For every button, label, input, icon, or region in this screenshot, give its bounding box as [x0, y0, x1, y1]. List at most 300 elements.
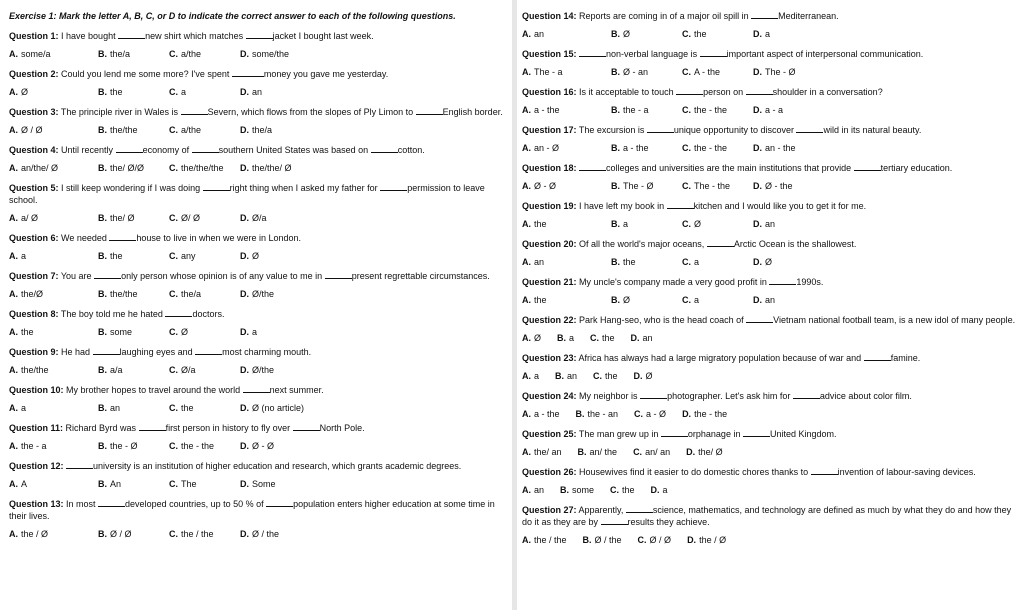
question-segment: Apparently,: [578, 505, 626, 515]
option-text: Ø: [694, 219, 702, 229]
option-text: the - the: [694, 409, 728, 419]
answer-blank: [195, 346, 222, 355]
answer-blank: [181, 106, 208, 115]
answer-option[interactable]: [522, 446, 570, 458]
answer-blank: [626, 504, 653, 513]
option-letter: B.: [611, 105, 620, 115]
option-letter: B.: [98, 125, 107, 135]
option-text: the / Ø: [699, 535, 727, 545]
question-segment: money you gave me yesterday.: [263, 69, 389, 79]
answer-option[interactable]: [240, 162, 292, 174]
answer-options: [9, 162, 508, 174]
question-segment: results they achieve.: [627, 517, 710, 527]
question-text: [522, 200, 1018, 212]
answer-option[interactable]: [682, 180, 753, 192]
answer-option[interactable]: [169, 528, 240, 540]
question-segment: Of all the world's major oceans,: [579, 239, 707, 249]
answer-option[interactable]: [611, 180, 682, 192]
answer-option[interactable]: [522, 104, 611, 116]
option-text: a: [694, 295, 700, 305]
option-text: The: [181, 479, 197, 489]
answer-option[interactable]: [240, 364, 274, 376]
option-letter: A.: [9, 365, 18, 375]
answer-option[interactable]: [633, 446, 678, 458]
answer-option[interactable]: [98, 86, 169, 98]
question-text: [522, 390, 1018, 402]
question-text: [9, 346, 508, 358]
answer-blank: [98, 498, 125, 507]
question-segment: I have bought: [61, 31, 119, 41]
option-letter: D.: [240, 403, 249, 413]
option-text: the/ Ø: [698, 447, 723, 457]
answer-options: [9, 528, 508, 540]
question-text: [522, 10, 1018, 22]
option-text: the / Ø: [21, 529, 49, 539]
answer-option[interactable]: [98, 402, 169, 414]
option-text: the/the/the: [181, 163, 224, 173]
answer-option[interactable]: [686, 446, 731, 458]
option-letter: A.: [9, 163, 18, 173]
option-text: a - the: [534, 409, 560, 419]
answer-option[interactable]: [522, 256, 611, 268]
question-text: [522, 86, 1018, 98]
answer-blank: [232, 68, 264, 77]
answer-option[interactable]: [240, 288, 274, 300]
option-text: A - the: [694, 67, 721, 77]
option-text: the: [110, 251, 123, 261]
answer-blank: [746, 86, 773, 95]
answer-option[interactable]: [240, 326, 257, 338]
question-text: [522, 314, 1018, 326]
answer-option[interactable]: [9, 478, 98, 490]
answer-option[interactable]: [98, 528, 169, 540]
option-letter: B.: [98, 365, 107, 375]
question-number: Question 2:: [9, 69, 59, 79]
option-text: the/ Ø/Ø: [110, 163, 145, 173]
option-text: a/ Ø: [21, 213, 39, 223]
answer-option[interactable]: [638, 534, 680, 546]
option-text: a - the: [534, 105, 560, 115]
question-text: [9, 270, 508, 282]
answer-option[interactable]: [590, 332, 623, 344]
question-segment: tertiary education.: [880, 163, 953, 173]
answer-blank: [109, 232, 136, 241]
answer-option[interactable]: [169, 212, 240, 224]
question-number: Question 14:: [522, 11, 577, 21]
answer-option[interactable]: [522, 180, 611, 192]
option-text: the/a: [110, 49, 131, 59]
answer-blank: [192, 144, 219, 153]
answer-option[interactable]: [169, 326, 240, 338]
answer-option[interactable]: [169, 440, 240, 452]
answer-option[interactable]: [98, 326, 169, 338]
option-text: Ø/a: [252, 213, 267, 223]
option-letter: C.: [637, 535, 647, 545]
answer-options: [9, 326, 508, 338]
answer-option[interactable]: [9, 162, 98, 174]
question-segment: The excursion is: [578, 125, 647, 135]
answer-blank: [246, 30, 273, 39]
answer-option[interactable]: [9, 250, 98, 262]
answer-options: [9, 250, 508, 262]
answer-option[interactable]: [240, 48, 289, 60]
answer-option[interactable]: [522, 294, 611, 306]
option-text: an: [567, 371, 578, 381]
option-letter: D.: [240, 213, 249, 223]
option-letter: C.: [169, 49, 178, 59]
answer-options: [522, 332, 1018, 344]
answer-option[interactable]: [169, 86, 240, 98]
answer-option[interactable]: [611, 142, 682, 154]
answer-blank: [796, 124, 823, 133]
answer-option[interactable]: [240, 440, 274, 452]
option-letter: D.: [240, 441, 249, 451]
answer-option[interactable]: [9, 528, 98, 540]
question-segment: We needed: [61, 233, 110, 243]
answer-option[interactable]: [169, 124, 240, 136]
answer-options: [522, 484, 1018, 496]
question-text: [522, 276, 1018, 288]
answer-option[interactable]: [522, 142, 611, 154]
option-letter: D.: [240, 327, 249, 337]
question-number: Question 16:: [522, 87, 577, 97]
option-text: Ø: [645, 371, 653, 381]
answer-option[interactable]: [9, 440, 98, 452]
question-text: [9, 232, 508, 244]
answer-blank: [676, 86, 703, 95]
option-text: Ø: [534, 333, 542, 343]
question-segment: Could you lend me some more? I've spent: [61, 69, 232, 79]
option-text: a: [21, 403, 27, 413]
answer-option[interactable]: [634, 408, 674, 420]
answer-blank: [66, 460, 93, 469]
option-text: a/the: [181, 125, 202, 135]
question-segment: The boy told me he hated: [60, 309, 166, 319]
option-text: Ø: [181, 327, 189, 337]
answer-blank: [93, 346, 120, 355]
answer-option[interactable]: [753, 256, 772, 268]
answer-option[interactable]: [98, 364, 169, 376]
option-letter: D.: [753, 105, 762, 115]
answer-option[interactable]: [522, 484, 552, 496]
question-segment: Vietnam national football team, is a new idol of many people.: [773, 315, 1016, 325]
answer-option[interactable]: [240, 402, 304, 414]
option-text: some: [110, 327, 133, 337]
answer-option[interactable]: [240, 86, 262, 98]
answer-option[interactable]: [682, 142, 753, 154]
option-letter: B.: [98, 529, 107, 539]
question-segment: important aspect of interpersonal communication.: [726, 49, 924, 59]
question-segment: Arctic Ocean is the shallowest.: [733, 239, 857, 249]
option-text: the: [534, 219, 547, 229]
answer-option[interactable]: [610, 484, 643, 496]
answer-option[interactable]: [682, 66, 753, 78]
option-text: an/ the: [589, 447, 618, 457]
question-segment: wild in its natural beauty.: [823, 125, 922, 135]
question-segment: famine.: [890, 353, 921, 363]
question-number: Question 19:: [522, 201, 577, 211]
question-segment: invention of labour-saving devices.: [837, 467, 976, 477]
question-number: Question 24:: [522, 391, 577, 401]
answer-blank: [707, 238, 734, 247]
option-text: some/the: [252, 49, 290, 59]
option-text: the - Ø: [110, 441, 138, 451]
option-letter: D.: [753, 143, 762, 153]
question-segment: permission to leave school.: [9, 183, 485, 205]
option-text: an - the: [765, 143, 796, 153]
option-letter: B.: [98, 327, 107, 337]
answer-option[interactable]: [753, 66, 796, 78]
option-text: the - the: [694, 105, 728, 115]
answer-blank: [380, 182, 407, 191]
option-letter: C.: [593, 371, 603, 381]
answer-option[interactable]: [169, 364, 240, 376]
answer-option[interactable]: [682, 408, 735, 420]
answer-option[interactable]: [240, 528, 279, 540]
option-text: the: [623, 257, 636, 267]
question-segment: non-verbal language is: [606, 49, 700, 59]
answer-option[interactable]: [98, 288, 169, 300]
answer-options: [9, 124, 508, 136]
option-text: the - an: [587, 409, 619, 419]
question-text: [9, 144, 508, 156]
option-letter: A.: [522, 67, 531, 77]
answer-option[interactable]: [522, 534, 575, 546]
question-segment: I have left my book in: [579, 201, 667, 211]
option-letter: C.: [169, 125, 178, 135]
option-text: a: [252, 327, 258, 337]
answer-options: [9, 402, 508, 414]
option-letter: C.: [634, 409, 644, 419]
answer-option[interactable]: [682, 218, 753, 230]
answer-option[interactable]: [98, 212, 169, 224]
answer-option[interactable]: [611, 218, 682, 230]
option-text: The - Ø: [765, 67, 796, 77]
answer-blank: [325, 270, 352, 279]
answer-option[interactable]: [9, 212, 98, 224]
answer-option[interactable]: [576, 408, 627, 420]
answer-option[interactable]: [98, 478, 169, 490]
answer-option[interactable]: [634, 370, 661, 382]
answer-option[interactable]: [611, 294, 682, 306]
answer-option[interactable]: [560, 484, 602, 496]
answer-option[interactable]: [593, 370, 626, 382]
question-text: [9, 460, 508, 472]
answer-option[interactable]: [98, 48, 169, 60]
option-letter: B.: [98, 289, 107, 299]
answer-option[interactable]: [583, 534, 630, 546]
question-segment: most charming mouth.: [222, 347, 312, 357]
answer-blank: [139, 422, 166, 431]
question-segment: Is it acceptable to touch: [579, 87, 677, 97]
answer-option[interactable]: [753, 104, 783, 116]
option-letter: B.: [555, 371, 565, 381]
option-text: an/the/ Ø: [21, 163, 59, 173]
answer-option[interactable]: [98, 440, 169, 452]
option-text: the/the: [21, 365, 49, 375]
option-letter: B.: [611, 295, 620, 305]
option-text: an: [534, 257, 545, 267]
question-text: [522, 352, 1018, 364]
answer-blank: [751, 10, 778, 19]
answer-option[interactable]: [240, 478, 276, 490]
question-number: Question 4:: [9, 145, 59, 155]
question-segment: southern United States was based on: [218, 145, 371, 155]
option-letter: B.: [98, 479, 107, 489]
question-number: Question 20:: [522, 239, 577, 249]
option-letter: A.: [9, 327, 18, 337]
left-question-list: [9, 30, 508, 540]
question-segment: My uncle's company made a very good profit in: [579, 277, 770, 287]
option-text: Some: [252, 479, 276, 489]
option-letter: D.: [630, 333, 640, 343]
option-letter: A.: [9, 49, 18, 59]
answer-blank: [746, 314, 773, 323]
option-letter: C.: [682, 105, 691, 115]
question-number: Question 10:: [9, 385, 64, 395]
answer-option[interactable]: [651, 484, 676, 496]
option-text: An: [110, 479, 122, 489]
question-segment: house to live in when we were in London.: [136, 233, 302, 243]
answer-option[interactable]: [522, 218, 611, 230]
option-text: Ø / the: [252, 529, 280, 539]
answer-option[interactable]: [9, 48, 98, 60]
answer-blank: [811, 466, 838, 475]
answer-option[interactable]: [9, 124, 98, 136]
answer-option[interactable]: [9, 402, 98, 414]
option-text: a/a: [110, 365, 123, 375]
answer-option[interactable]: [98, 162, 169, 174]
answer-option[interactable]: [753, 28, 770, 40]
answer-options: [9, 288, 508, 300]
option-letter: A.: [522, 219, 531, 229]
option-text: a/the: [181, 49, 202, 59]
answer-option[interactable]: [169, 478, 240, 490]
answer-option[interactable]: [169, 48, 240, 60]
option-letter: A.: [9, 441, 18, 451]
answer-option[interactable]: [578, 446, 626, 458]
answer-option[interactable]: [9, 86, 98, 98]
option-text: the/the: [110, 289, 138, 299]
option-text: Ø: [21, 87, 29, 97]
option-text: the: [602, 333, 615, 343]
answer-option[interactable]: [522, 370, 547, 382]
option-letter: B.: [577, 447, 587, 457]
answer-option[interactable]: [611, 104, 682, 116]
option-letter: C.: [682, 181, 691, 191]
option-text: an: [534, 29, 545, 39]
question-number: Question 17:: [522, 125, 577, 135]
option-letter: C.: [169, 327, 178, 337]
answer-option[interactable]: [9, 364, 98, 376]
option-letter: D.: [686, 447, 696, 457]
answer-option[interactable]: [98, 124, 169, 136]
answer-option[interactable]: [9, 288, 98, 300]
option-text: the: [21, 327, 34, 337]
answer-option[interactable]: [522, 28, 611, 40]
answer-option[interactable]: [682, 256, 753, 268]
answer-options: [522, 180, 1018, 192]
answer-option[interactable]: [169, 162, 240, 174]
answer-option[interactable]: [611, 256, 682, 268]
answer-option[interactable]: [9, 326, 98, 338]
option-text: a: [21, 251, 27, 261]
option-text: the - a: [21, 441, 47, 451]
answer-option[interactable]: [753, 294, 775, 306]
question-segment: photographer. Let's ask him for: [667, 391, 793, 401]
answer-option[interactable]: [240, 212, 267, 224]
answer-blank: [371, 144, 398, 153]
option-text: an: [110, 403, 121, 413]
answer-option[interactable]: [753, 218, 775, 230]
question-segment: right thing when I asked my father for: [229, 183, 381, 193]
answer-option[interactable]: [753, 180, 793, 192]
option-text: Ø/the: [252, 365, 275, 375]
answer-option[interactable]: [631, 332, 661, 344]
answer-option[interactable]: [753, 142, 796, 154]
exercise-instructions: Exercise 1: Mark the letter A, B, C, or D to indicate the correct answer to each of the following questions.: [9, 11, 456, 21]
option-text: Ø / Ø: [21, 125, 43, 135]
answer-blank: [640, 390, 667, 399]
question-number: Question 1:: [9, 31, 59, 41]
answer-option[interactable]: [169, 288, 240, 300]
answer-options: [522, 370, 1018, 382]
answer-blank: [243, 384, 270, 393]
answer-option[interactable]: [687, 534, 734, 546]
answer-option[interactable]: [682, 28, 753, 40]
right-page: [517, 0, 1024, 610]
answer-option[interactable]: [98, 250, 169, 262]
question-text: [522, 48, 1018, 60]
answer-blank: [647, 124, 674, 133]
answer-option[interactable]: [555, 370, 585, 382]
question-segment: Until recently: [61, 145, 116, 155]
answer-option[interactable]: [169, 250, 240, 262]
answer-blank: [416, 106, 443, 115]
answer-option[interactable]: [240, 124, 272, 136]
option-letter: B.: [98, 441, 107, 451]
answer-option[interactable]: [240, 250, 259, 262]
option-text: the: [110, 87, 123, 97]
question-number: Question 12:: [9, 461, 64, 471]
answer-blank: [601, 516, 628, 525]
answer-blank: [667, 200, 694, 209]
option-text: a: [623, 219, 629, 229]
question-segment: new shirt which matches: [145, 31, 246, 41]
answer-option[interactable]: [169, 402, 240, 414]
option-letter: A.: [9, 289, 18, 299]
question-text: [9, 422, 508, 434]
answer-blank: [118, 30, 145, 39]
option-letter: A.: [522, 371, 531, 381]
question-number: Question 8:: [9, 309, 59, 319]
answer-option[interactable]: [611, 28, 682, 40]
answer-option[interactable]: [557, 332, 582, 344]
answer-option[interactable]: [522, 66, 611, 78]
answer-blank: [743, 428, 770, 437]
answer-option[interactable]: [682, 104, 753, 116]
option-letter: A.: [9, 251, 18, 261]
answer-option[interactable]: [522, 332, 549, 344]
answer-option[interactable]: [611, 66, 682, 78]
answer-option[interactable]: [522, 408, 568, 420]
question-text: [9, 498, 508, 522]
option-letter: D.: [240, 289, 249, 299]
option-letter: A.: [522, 295, 531, 305]
option-text: the - the: [181, 441, 215, 451]
answer-option[interactable]: [682, 294, 753, 306]
option-text: the - the: [694, 143, 728, 153]
